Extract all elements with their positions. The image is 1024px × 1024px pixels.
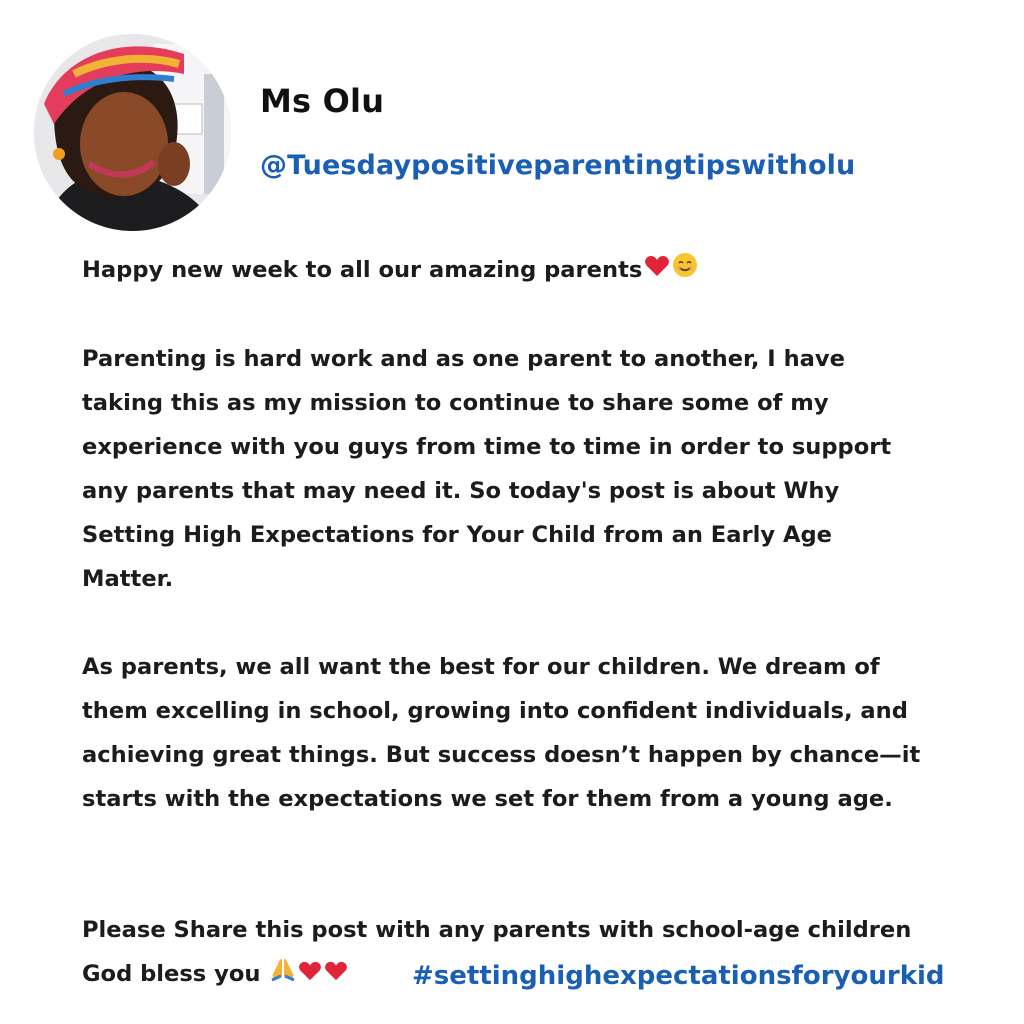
praying-hands-icon	[270, 953, 296, 997]
paragraph-line: any parents that may need it. So today's post is about Why	[82, 478, 840, 504]
author-name[interactable]: Ms Olu	[260, 82, 385, 120]
paragraph-line: them excelling in school, growing into confident individuals, and	[82, 698, 908, 724]
hashtag-link[interactable]: #settinghighexpectationsforyourkid	[412, 961, 945, 991]
avatar	[34, 34, 231, 231]
smiling-face-icon	[672, 249, 698, 293]
red-heart-icon	[324, 953, 348, 997]
paragraph-line: starts with the expectations we set for them from a young age.	[82, 786, 893, 812]
paragraph-line: taking this as my mission to continue to share some of my	[82, 390, 829, 416]
paragraph-line: Matter.	[82, 566, 174, 592]
greeting-paragraph	[82, 248, 1002, 293]
red-heart-icon	[644, 249, 670, 293]
greeting-text: Happy new week to all our amazing parents	[82, 257, 643, 283]
body-paragraph-two	[82, 645, 1002, 821]
paragraph-line: experience with you guys from time to time in order to support	[82, 434, 892, 460]
paragraph-line: As parents, we all want the best for our children. We dream of	[82, 654, 880, 680]
author-handle[interactable]: @Tuesdaypositiveparentingtipswitholu	[260, 150, 856, 181]
paragraph-line: Parenting is hard work and as one parent to another, I have	[82, 346, 845, 372]
blessing-text: God bless you	[82, 961, 261, 987]
paragraph-line: Setting High Expectations for Your Child from an Early Age	[82, 522, 832, 548]
share-line: Please Share this post with any parents with school-age children	[82, 917, 912, 943]
paragraph-line: achieving great things. But success doesn’t happen by chance—it	[82, 742, 921, 768]
red-heart-icon	[298, 953, 322, 997]
body-paragraph-one	[82, 337, 1002, 601]
